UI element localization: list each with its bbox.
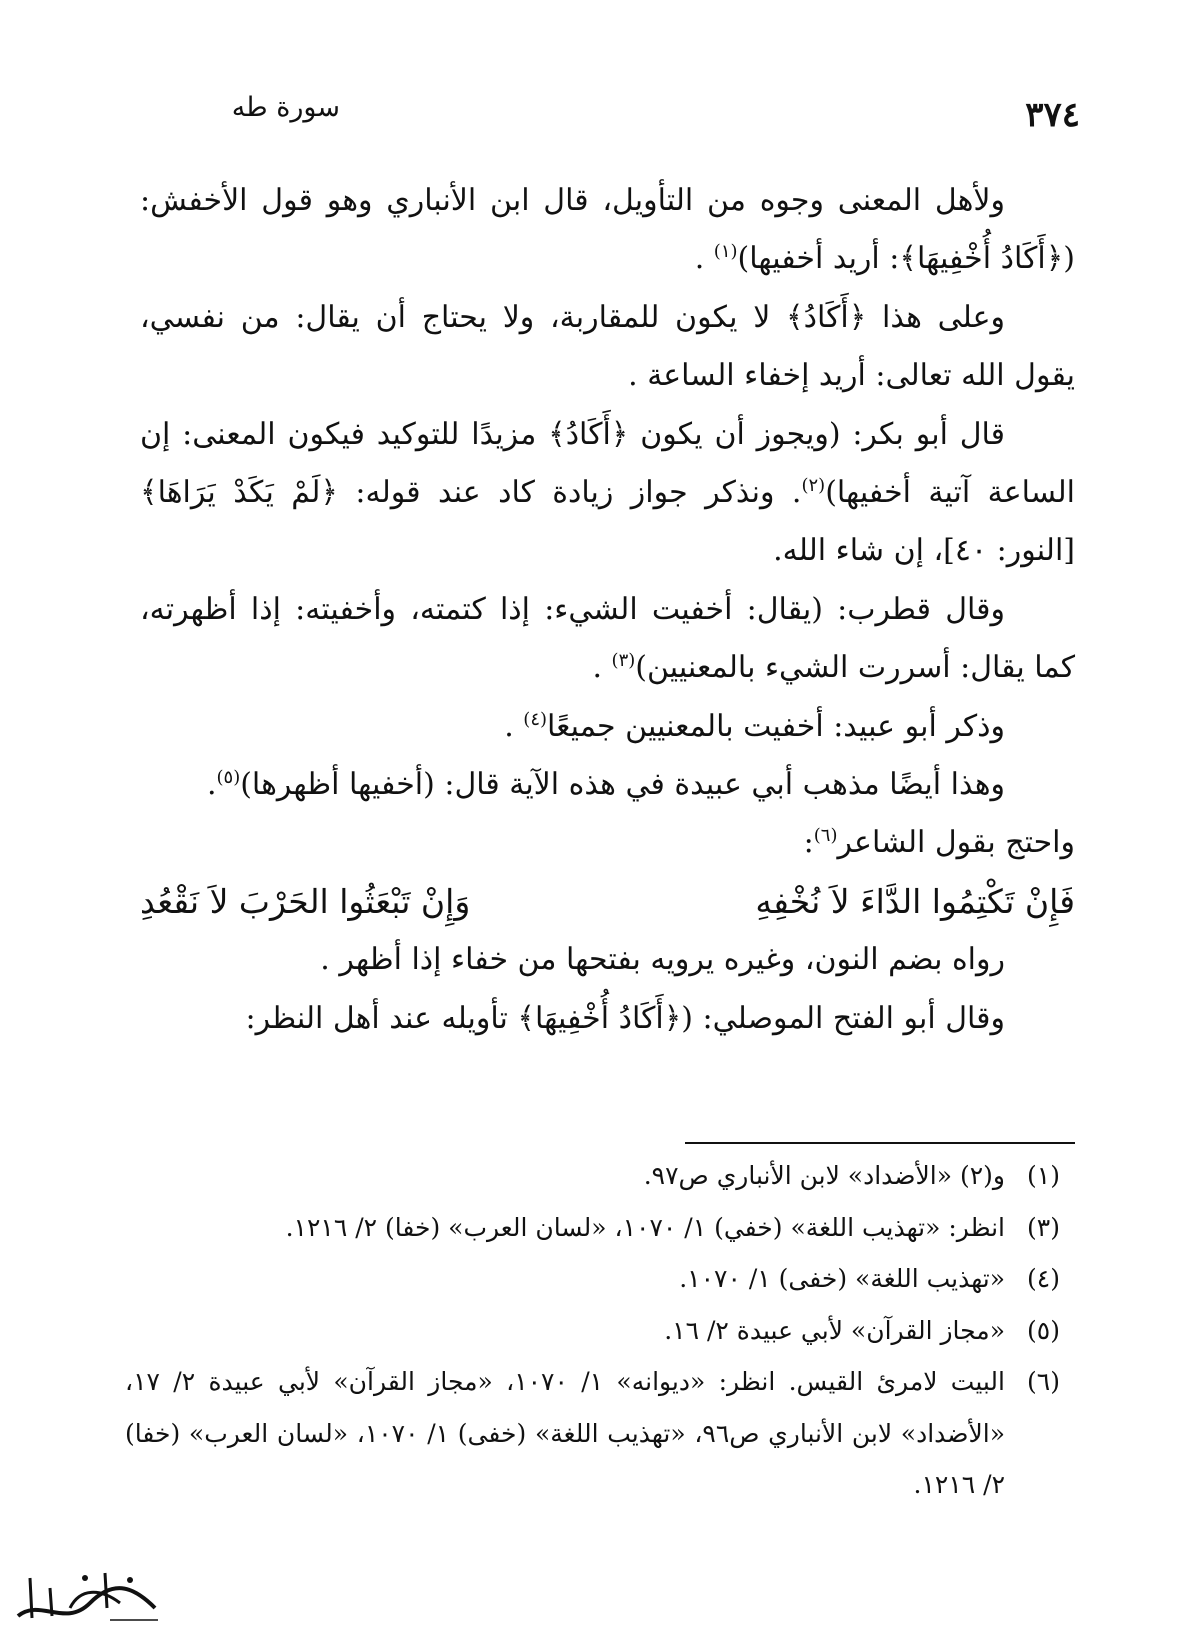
paragraph: [140, 814, 1075, 872]
poem-first-hemistich: فَإِنْ تَكْتِمُوا الدَّاءَ لاَ نُخْفِهِ: [755, 881, 1075, 921]
footnote-number: (٦): [1027, 1367, 1060, 1396]
footnotes: [125, 1150, 1060, 1511]
footnote-item: [125, 1202, 1060, 1254]
footnote-ref: (٢): [801, 475, 826, 497]
paragraph: [140, 698, 1075, 756]
footnote-text: البيت لامرئ القيس. انظر: «ديوانه» ١/ ١٠٧٠، «مجاز القرآن» لأبي عبيدة ٢/ ١٧، «الأضداد» لابن الأنباري ص٩٦، «تهذيب اللغة» (خفى) ١/ ١٠٧٠، «لسان العرب» (خفا) ٢/ ١٢١٦.: [125, 1367, 1006, 1499]
paragraph-text: .: [206, 767, 217, 803]
poem-verse: [140, 873, 1075, 931]
paragraph-text: . ونذكر جواز زيادة كاد عند قوله: ﴿لَمْ يَكَدْ يَرَاهَا﴾ [النور: ٤٠]، إن شاء الله.: [140, 475, 1075, 569]
paragraph-text: واحتج بقول الشاعر: [837, 825, 1075, 861]
footnote-text: «تهذيب اللغة» (خفى) ١/ ١٠٧٠.: [679, 1264, 1005, 1293]
paragraph-text: .: [694, 241, 714, 277]
footnote-item: [125, 1150, 1060, 1202]
paragraph-text: قال أبو بكر: (ويجوز أن يكون ﴿أَكَادُ﴾ مزيدًا للتوكيد فيكون المعنى: إن الساعة آتية أخفيها): [140, 416, 1075, 511]
poem-second-hemistich: وَإِنْ تَبْعَثُوا الحَرْبَ لاَ نَقْعُدِ: [140, 881, 471, 921]
calligraphy-logo-icon: [10, 1558, 165, 1634]
paragraph: [140, 581, 1075, 698]
footnote-text: و(٢) «الأضداد» لابن الأنباري ص٩٧.: [643, 1161, 1005, 1190]
footnote-text: «مجاز القرآن» لأبي عبيدة ٢/ ١٦.: [664, 1315, 1005, 1345]
paragraph-text: ولأهل المعنى وجوه من التأويل، قال ابن الأنباري وهو قول الأخفش: (﴿أَكَادُ أُخْفِيهَا﴾: أريد أخفيها): [140, 183, 1075, 277]
paragraph-text: وذكر أبو عبيد: أخفيت بالمعنيين جميعًا: [547, 708, 1005, 744]
footnote-item: [125, 1305, 1060, 1357]
paragraph: [140, 172, 1075, 289]
paragraph: رواه بضم النون، وغيره يرويه بفتحها من خفاء إذا أظهر .: [320, 942, 1005, 978]
paragraph-text: وهذا أيضًا مذهب أبي عبيدة في هذه الآية قال: (أخفيها أظهرها): [240, 767, 1005, 803]
paragraph-text: :: [803, 825, 814, 861]
footnote-number: (١): [1027, 1161, 1060, 1190]
footnote-ref: (٥): [216, 767, 241, 789]
footnote-ref: (٣): [611, 650, 636, 672]
main-text: [140, 172, 1075, 1048]
footnote-item: [125, 1253, 1060, 1305]
footnote-ref: (٦): [813, 825, 838, 847]
paragraph-text: .: [504, 708, 524, 744]
paragraph: وعلى هذا ﴿أَكَادُ﴾ لا يكون للمقاربة، ولا يحتاج أن يقال: من نفسي، يقول الله تعالى: أريد إخفاء الساعة .: [140, 299, 1075, 394]
footnote-number: (٥): [1027, 1315, 1060, 1345]
paragraph: وقال أبو الفتح الموصلي: (﴿أَكَادُ أُخْفِيهَا﴾ تأويله عند أهل النظر:: [245, 1000, 1005, 1036]
footnote-number: (٣): [1027, 1212, 1060, 1242]
footnote-number: (٤): [1027, 1264, 1060, 1293]
footnote-item: [125, 1356, 1060, 1511]
paragraph-text: وقال قطرب: (يقال: أخفيت الشيء: إذا كتمته، وأخفيته: إذا أظهرته، كما يقال: أسررت الشيء بالمعنيين): [140, 591, 1075, 686]
footnote-ref: (٤): [523, 708, 548, 730]
paragraph: [140, 406, 1075, 581]
footnote-text: انظر: «تهذيب اللغة» (خفي) ١/ ١٠٧٠، «لسان العرب» (خفا) ٢/ ١٢١٦.: [285, 1212, 1005, 1242]
paragraph: [140, 756, 1075, 814]
paragraph-text: .: [592, 650, 612, 686]
page-number: ٣٧٤: [1025, 95, 1080, 135]
footnote-separator: [685, 1142, 1075, 1144]
surah-title: سورة طه: [231, 92, 340, 123]
footnote-ref: (١): [713, 241, 738, 263]
